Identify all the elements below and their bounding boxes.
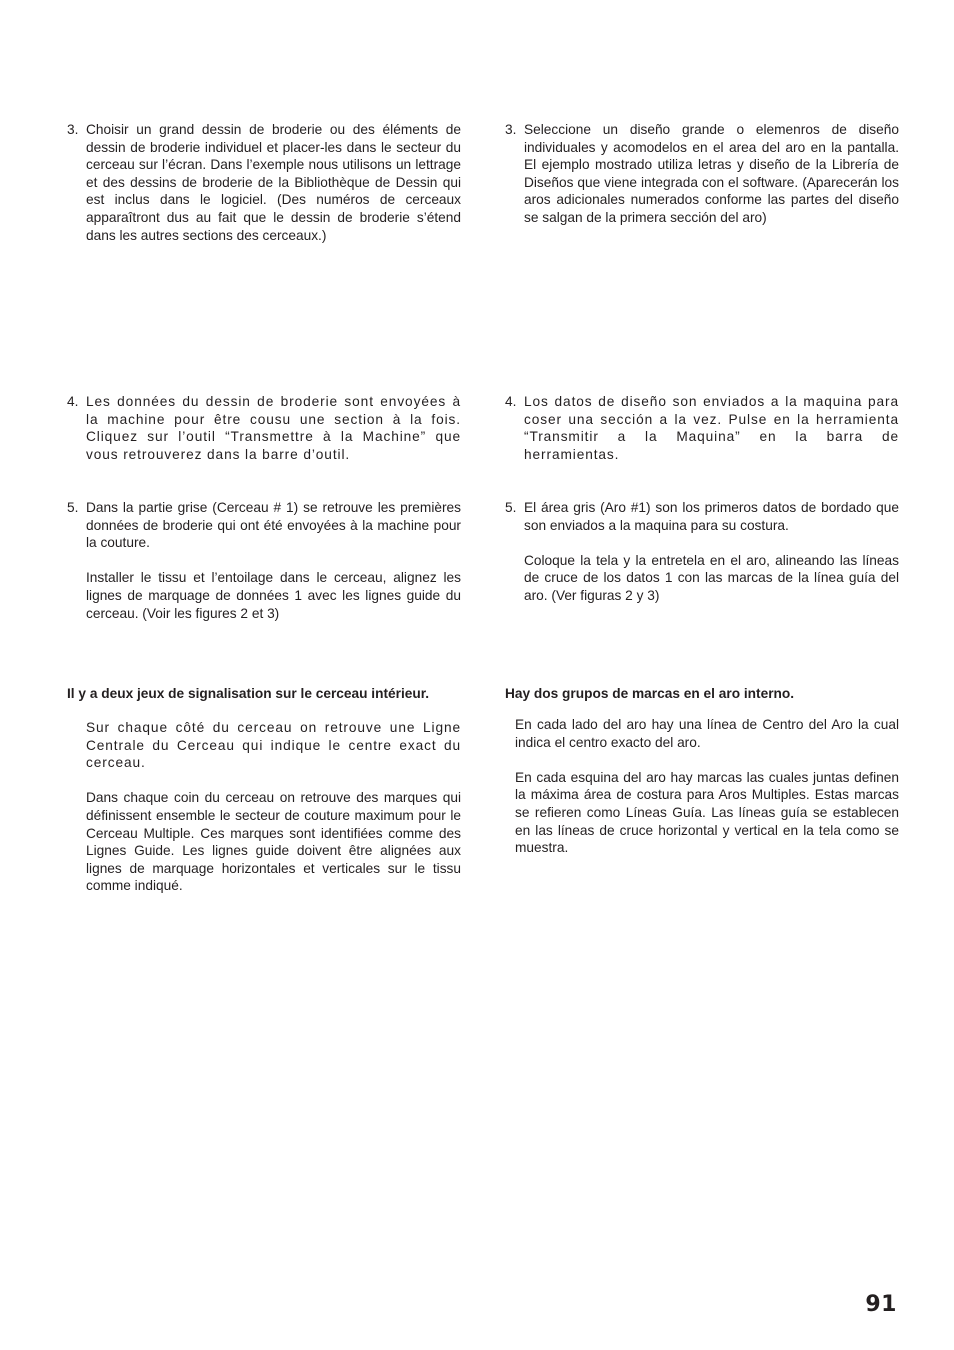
es-marks-description: [515, 716, 899, 857]
fr-step-4: [67, 393, 461, 463]
fr-marks-description: [86, 719, 461, 895]
fr-step-4-text: Les données du dessin de broderie sont envoyées à la machine pour être cousu une section à la fois. Cliquez sur l’outil “Transmettre à la Machine” que vous retrouverez dans la barre d’outil.: [86, 394, 461, 462]
es-guide-lines-paragraph: En cada esquina del aro hay marcas las cuales juntas definen la máxima área de costura para Aros Multiples. Estas marcas se refieren como Líneas Guía. Las líneas guía se establecen en las líneas de cruce horizontal y vertical en la tela como se muestra.: [515, 769, 899, 856]
fr-step-5-text-2: Installer le tissu et l’entoilage dans le cerceau, alignez les lignes de marquage de données 1 avec les lignes guide du cerceau. (Voir les figures 2 et 3): [86, 570, 461, 621]
es-step-3: [505, 121, 899, 227]
es-step-5-text-2: Coloque la tela y la entretela en el aro, alineando las líneas de cruce de los datos 1 con las marcas de la línea guía del aro. (Ver figuras 2 y 3): [524, 552, 899, 603]
es-center-line-paragraph: En cada lado del aro hay una línea de Centro del Aro la cual indica el centro exacto del aro.: [515, 717, 899, 750]
es-section-heading: Hay dos grupos de marcas en el aro interno.: [505, 686, 795, 701]
fr-step-3-text: Choisir un grand dessin de broderie ou des éléments de dessin de broderie individuel et placer-les dans le secteur du cerceau sur l’écran. Dans l’exemple nous utilisons un lettrage et des dessins de broderie de la Bibliothèque de Dessin qui est inclus dans le logiciel. (Des numéros de cerceaux apparaîtront dus au fait que le dessin de broderie s’étend dans les autres sections des cerceaux.): [86, 122, 461, 243]
es-step-5-number: 5.: [505, 500, 517, 515]
fr-section-heading: Il y a deux jeux de signalisation sur le cerceau intérieur.: [67, 686, 430, 701]
es-step-4: [505, 393, 899, 463]
fr-step-5: [67, 499, 461, 622]
page-number: 91: [865, 1292, 897, 1317]
es-step-4-text: Los datos de diseño son enviados a la maquina para coser una sección a la vez. Pulse en la herramienta “Transmitir a la Maquina” en la barra de herramientas.: [524, 394, 899, 462]
fr-step-5-text-1: Dans la partie grise (Cerceau # 1) se retrouve les premières données de broderie qui ont été envoyées à la machine pour la couture.: [86, 500, 461, 551]
es-step-4-number: 4.: [505, 394, 517, 409]
es-step-5-text-1: El área gris (Aro #1) son los primeros datos de bordado que son enviados a la maquina para su costura.: [524, 500, 899, 533]
fr-guide-lines-paragraph: Dans chaque coin du cerceau on retrouve des marques qui définissent ensemble le secteur de couture maximum pour le Cerceau Multiple. Ces marques sont identifiées comme des Lignes Guide. Les lignes guide doivent être alignées aux lignes de marquage horizontales et verticales sur le tissu comme indiqué.: [86, 790, 461, 894]
fr-step-4-number: 4.: [67, 394, 79, 409]
es-step-3-number: 3.: [505, 122, 517, 137]
fr-step-5-number: 5.: [67, 500, 79, 515]
fr-step-3-number: 3.: [67, 122, 79, 137]
fr-center-line-paragraph: Sur chaque côté du cerceau on retrouve une Ligne Centrale du Cerceau qui indique le centre exact du cerceau.: [86, 720, 461, 771]
fr-step-3: [67, 121, 461, 244]
es-step-5: [505, 499, 899, 605]
es-step-3-text: Seleccione un diseño grande o elemenros de diseño individuales y acomodelos en el area del aro en la pantalla. El ejemplo mostrado utiliza letras y diseño de la Librería de Diseños que viene integrada con el software. (Aparecerán los aros adicionales numerados conforme las partes del diseño se salgan de la primera sección del aro): [524, 122, 899, 225]
